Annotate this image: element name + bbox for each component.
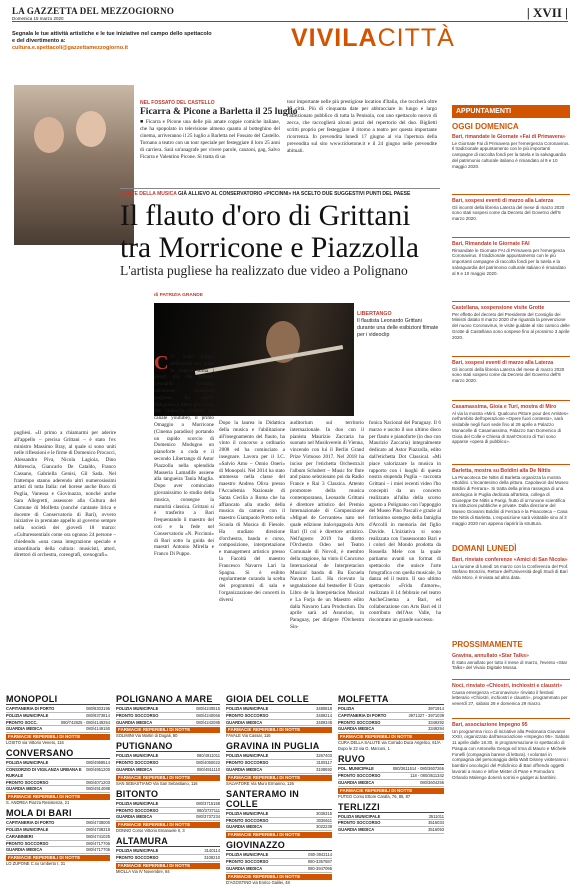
contact-name: POLIZIA MUNICIPALE <box>226 753 269 759</box>
contact-number: 080/4242085 <box>196 719 220 725</box>
contact-row <box>116 753 220 760</box>
event-body: Causa emergenza «Coronavirus» rinviato il festival letterario «Chiostri, inchiostri e claustri», programmato per venerdì 27, sabato 28 e domenica 29 marzo. <box>452 689 568 707</box>
contact-row <box>6 713 110 720</box>
contact-number: 3971327 - 3971039 <box>408 712 444 718</box>
contact-name: PRONTO SOCCORSO <box>6 779 49 785</box>
contact-row <box>226 859 332 866</box>
contact-row <box>116 855 220 862</box>
event-body: È stato annullato per tutto il mese di marzo, l'evento «Star Talks» del Vivaio Digitale Mossa. <box>452 659 568 671</box>
contact-row <box>226 713 332 720</box>
section-title-bold: VIVILA <box>291 24 378 52</box>
contact-name: GUARDIA MEDICA <box>226 719 263 725</box>
event-body: Le Giornate Fai di Primavera per l'emergenza Coronavirus. Il tradizionale appuntamento con le più importanti campagne di raccolta fondi per la tutela e la salvaguardia del patrimonio culturale italiano è rimandato al 9 e 10 maggio 2020. <box>452 140 570 169</box>
contact-number: 3108117 <box>316 760 332 766</box>
contact-name: CONSORZIO DI VIGILANZA URBANA E RURALE <box>6 766 82 778</box>
event-body: Gli incontri della libreria Laterza del mese di marzo 2020 sono stati sospesi come da Decreto del Governo dell'8 marzo 2020. <box>452 366 565 384</box>
night-pharmacy-header: FARMACIE REPERIBILI DI NOTTE <box>226 832 332 838</box>
pharmacy-town: MOLFETTA <box>338 694 444 705</box>
contact-row <box>6 834 110 841</box>
contact-number: 080/4717706 <box>86 840 110 846</box>
article-column-2: Dopo la laurea in Didattica della musica e l'abilitazione all'insegnamento del flauto, ha vinto il concorso a ordinario 2008 ed ha cominciato a insegnare. Lavora per il I.C. «Salvio Amo – Onnio Oneri» di Monopoli. Nel 2014 ha stato ammesso nella classe del maestro Andrea Oliva presso l'Accademia Nazionale di Santa Cecilia a Roma che ha affiancato alla studio della musica da camera con il maestro Giampaolo Pretto nella Scuola di Musica di Fiesole. Ha studiato direzione d'orchestra, banda e corso, composizione, interpretazione e management artistico presso la Facoltà del maestro Francesco Navarro Lari la Spagna. Si è esibito regolarmente curando la scelta dei programmi di sala e l'organizzazione dei concerti in diversi <box>219 420 285 603</box>
contact-name: GUARDIA MEDICA <box>116 814 153 820</box>
pharmacy-block <box>226 840 332 885</box>
contact-number: 080/4911110 <box>197 766 220 772</box>
night-pharmacy-address: SALVATORE Via Muro Ermanno, 126 <box>226 780 294 786</box>
night-pharmacy-header: FARMACIE REPERIBILI DI NOTTE <box>226 775 332 781</box>
contact-number: 3036611 <box>316 817 332 823</box>
contact-name: GUARDIA MEDICA <box>226 865 263 871</box>
pharmacy-block <box>6 748 110 806</box>
night-pharmacy-address: DONNO Corso Vittorio Emanuele II, 3 <box>116 828 185 834</box>
contact-row <box>6 706 110 713</box>
pharmacy-town: TERLIZZI <box>338 802 444 813</box>
night-pharmacy-address: LO ZUPONE C.so Umberto I, 31 <box>6 861 66 867</box>
contact-row <box>226 753 332 760</box>
night-pharmacy-header: FARMACIE REPERIBILI DI NOTTE <box>338 734 444 740</box>
today-heading: OGGI DOMENICA <box>452 122 519 131</box>
contact-row <box>226 706 332 713</box>
contact-name: POL. MUNICIPALE <box>338 766 374 772</box>
notice-text: Segnala le tue attività artistiche e le tue iniziative nel campo dello spettacolo e del divertimento a: <box>12 31 212 44</box>
event-body: La riunione di lunedì 16 marzo con la Conferenza del Prof. Stefano Bronzini, Rettore dell'Università degli Studi di Bari Aldo Moro, è rinviata ad altra data. <box>452 563 569 581</box>
event-title: Noci, rinviato «Chiostri, inchiostri e claustri» <box>452 683 563 689</box>
contact-number: 080/4741025 <box>86 833 110 839</box>
submission-notice <box>12 31 212 52</box>
event-item <box>452 241 570 276</box>
contact-number: 3022239 <box>316 824 332 830</box>
event-item <box>452 557 570 581</box>
divider <box>452 194 570 195</box>
article-column-3: auditorium sul territorio internazionale. In duo con il pianista Maurizio Zaccaria ha suonato nel Musikverein di Vienna, vincendo con lui il Berlin Grand Prize Virtuoso 2017. Nel 2018 ha inciso per l'etichetta Orchestra.it l'album Schubert – Music for flute and piano selezionato poi da Radio France e Rai 3 Classica. Attento promotore della musica contemporanea, Leonardo Grittani è direttore artistico del Premio Internazionale di Composizione «Miguel de Cervantes» nato nel quale edizione italo/spagnola Arts Bari (Il coi è direttore artistico. Nell'agosto 2019 ha diretto l'Orchestra Odeo nel Teatro Comunale di Novoli, è membro della stagione, ha vinto il Concurso Internacional de Interpretacion Musical banda di Ba Escuela Navarro Lari. Ha ricevuto la segnalazione dal bestseller Il Gran Libro de la Interpretacion Musical e La Forja de un Maestro edito dalla Navarro Lara Production. Da aprile sarà ad Asuncion, in Paraguay, per dirigere l'Orchestra Sin- <box>290 420 364 630</box>
monday-heading: DOMANI LUNEDÌ <box>452 544 517 553</box>
contact-name: POLIZIA MUNICIPALE <box>116 706 159 711</box>
pharmacy-town: MONOPOLI <box>6 694 110 705</box>
subheadline: L'artista pugliese ha realizzato due video a Polignano <box>120 263 408 278</box>
contact-number: 080/4738000 <box>86 820 110 826</box>
divider <box>452 301 570 302</box>
contact-name: PRONTO SOCCORSO <box>226 760 269 766</box>
contact-name: PRONTO SOCCORSO <box>116 760 159 766</box>
event-title: Bari, sospesi eventi di marzo alla Laterza <box>452 360 554 366</box>
pharmacy-block <box>116 836 220 875</box>
contact-row <box>338 726 444 733</box>
contact-row <box>116 767 220 774</box>
box-kicker: NEL FOSSATO DEL CASTELLO <box>140 100 215 106</box>
contact-number: 080/3737234 <box>196 814 220 820</box>
pharmacy-block <box>116 741 220 786</box>
contact-name: PRONTO SOCCORSO <box>226 712 269 718</box>
kicker-text: GIÀ ALLIEVO AL CONSERVATORIO «PICCINNI» HA SCELTO DUE SUGGESTIVI PUNTI DEL PAESE <box>178 191 411 197</box>
contact-name: GUARDIA MEDICA <box>116 766 153 772</box>
contact-name: POLIZIA MUNICIPALE <box>116 848 159 854</box>
newspaper-name: LA GAZZETTA DEL MEZZOGIORNO <box>12 6 175 16</box>
event-title: Casamassima, Gioia e Turi, mostra di Miro <box>452 404 557 410</box>
contact-name: PRONTO SOCCORSO <box>338 772 381 778</box>
pharmacy-block <box>338 754 444 799</box>
pharmacy-block <box>226 789 332 838</box>
pharmacy-block <box>116 694 220 739</box>
page-number: | XVII | <box>526 5 568 20</box>
contact-row <box>6 720 110 727</box>
contact-row <box>116 706 220 713</box>
contact-name: GUARDIA MEDICA <box>6 726 43 732</box>
contact-row <box>116 848 220 855</box>
article-column-1-text: Ci sono luoghi dell'anima nei quali la musica torna i propri più che altrove. Leonardo Grittani, talentuoso musicista pugliese, ha scelto Polignano a Mare per i suoi due videoclip (visibili sul canale youtube), il primo Omaggio a Morricone (Cinema paradiso) portando un rapido scorcio di Domenico Modugno un pianoforte a coda e il secondo Libertango di Astor Piazzolla nella splendida Masseria Lamadife assiene alla tangueira Tania Maglia. Dopo aver cominciato giovanissimo lo studio della musica, consegue la maturità classica. Grittani si è trasferito a Bari frequentando il maestro del coti e la fede nel Conservatorio «N. Piccinni» di Bari sotto la guida dei maestri Antonio Mirella e Franco Di Puppo. <box>154 354 214 558</box>
event-title: Bari, rinviate conferenze «Amici di San Nicola» <box>452 557 568 563</box>
event-item <box>452 134 570 169</box>
night-pharmacy-address: PUTEO Corso Ettore Carafa, 76, 85, 87 <box>338 793 411 799</box>
divider <box>452 718 570 719</box>
event-title: Gravina, annullato «Star Talks» <box>452 653 529 659</box>
contact-number: 080/4738318 <box>86 826 110 832</box>
event-title: Bari, Rimandate le Giornate FAI <box>452 241 530 247</box>
contact-name: POLIZIA MUNICIPALE <box>6 826 49 832</box>
contact-row <box>6 780 110 787</box>
pharmacy-column-4 <box>338 694 444 836</box>
contact-row <box>226 818 332 825</box>
contact-row <box>338 820 444 827</box>
section-title <box>291 24 455 53</box>
contact-name: POLIZIA MUNICIPALE <box>226 706 269 711</box>
contact-number: 3971914 <box>428 706 444 711</box>
contact-name: PRONTO SOCCORSO <box>116 807 159 813</box>
divider <box>452 237 570 238</box>
contact-number: 080/3737111 <box>196 807 220 813</box>
contact-row <box>338 766 444 773</box>
contact-name: PRONTO SOCCORSO <box>6 840 49 846</box>
pharmacy-column-1 <box>6 694 110 869</box>
event-title: Bari, sospesi eventi di marzo alla Laterza <box>452 198 554 204</box>
contact-row <box>226 720 332 727</box>
event-title: Castellana, sospensione visite Grotte <box>452 305 545 311</box>
contact-row <box>338 827 444 834</box>
contact-row <box>226 852 332 859</box>
pharmacy-block <box>338 694 444 752</box>
contact-row <box>338 713 444 720</box>
event-title: Barletta, mostra su Boldini alla De Nittis <box>452 468 551 474</box>
contact-number: 080/4050022 <box>196 760 220 766</box>
contact-name: GUARDIA MEDICA <box>226 766 263 772</box>
contact-number: 3140114 <box>204 848 220 854</box>
night-pharmacy-header: FARMACIE REPERIBILI DI NOTTE <box>338 788 444 794</box>
contact-number: 118 - 080/3611342 <box>410 772 444 778</box>
contact-number: 080/3604256 <box>420 779 444 785</box>
contact-row <box>338 706 444 713</box>
article-column-4: fonica Nacional del Paraguay. Il 6 marzo e uscito il suo ultimo disco per flauto e pianoforte (in duo con Maurizio Zaccaria) integralmente dedicato ad Astor Piazzolla, edito dall'etichetta Dot Classical. «Mi piace valorizzare la musica in rapporto con i luoghi di questa nostra stupenda Puglia – racconta Grittani – i miei recenti video l'ho concepiti da un concerto realizzato all'alba della scorso agosto a Polignano con l'appoggio del Museo Pino Pascali e grazie al fortissimo sostegno della famiglia d'Arcolli in memoria del figlio Davide. L'iniziativa si sono realizzata con l'assessorato Bari e i colori del Mondo prodotta da Rossella Mele con la quale partiamo avanti un format di spettacolo che unisce l'arte fotografica con quella musicale, la danza ed il teatro. Il suo ultimo spettacolo «Frida d'amore», realizzato il 14 febbraio nel teatro AncheCinema a Bari, ed collaborazione con Arts Bari ed il contributo dell'Ass Valle, ha riscontrato un grande successo. <box>369 420 441 624</box>
contact-name: GUARDIA MEDICA <box>338 726 375 732</box>
contact-number: 3516034 <box>428 820 444 826</box>
contact-row <box>338 814 444 821</box>
pharmacy-block <box>226 694 332 739</box>
pharmacy-town: GRAVINA IN PUGLIA <box>226 741 332 752</box>
pharmacy-town: PUTIGNANO <box>116 741 220 752</box>
pharmacy-block <box>338 802 444 834</box>
box-title: Ficarra & Picone a Barletta il 25 luglio <box>140 107 298 117</box>
article-kicker <box>120 191 410 197</box>
event-item <box>452 404 570 445</box>
event-item <box>452 468 570 527</box>
contact-row <box>116 713 220 720</box>
contact-row <box>6 767 110 780</box>
upcoming-heading: PROSSIMAMENTE <box>452 640 523 649</box>
headline <box>120 200 440 264</box>
pharmacy-town: GIOVINAZZO <box>226 840 332 851</box>
contact-row <box>226 811 332 818</box>
contact-row <box>226 760 332 767</box>
pharmacy-town: SANTERAMO IN COLLE <box>226 789 332 810</box>
contact-row <box>6 786 110 793</box>
night-pharmacy-address: SAN SEBASTIANO Via San Sebastiano, 116 <box>116 780 198 786</box>
drop-cap: C <box>154 352 169 374</box>
contact-number: 3511011 <box>428 813 444 819</box>
night-pharmacy-address: MIOLLA Via IV Novembre, 84 <box>116 868 170 874</box>
contact-row <box>116 814 220 821</box>
contact-name: POLIZIA MUNICIPALE <box>6 760 49 766</box>
contact-number: 3036315 <box>316 810 332 816</box>
event-body: La Pinacoteca De Nittis di Barletta organizza la mostra «Boldini. L'incantesimo della pittura. Capolavori dal Museo Boldini di Ferrara». Si tratta della prima rassegna di una antologica in Puglia dedicata all'artista, collega di Giuseppe De Nittis a Parigi, frutto di un'unione scientifica tra istituzioni pubbliche e private. Dalla direzione del Museo Giovanni Boldini di Ferrara e la Pinacoteca – Casa De Nittis di Barletta. L'esposizione sarà visitabile sino al 3 maggio 2020 non appena riaprirà la struttura. <box>452 474 569 526</box>
night-pharmacy-header: FARMACIE REPERIBILI DI NOTTE <box>226 874 332 880</box>
night-pharmacy-address: D'AGOSTINO via Enrico Galilei, 48 <box>226 879 290 885</box>
contact-number: 080/4240515 <box>196 706 220 711</box>
contact-number: 3108592 <box>316 766 332 772</box>
event-body: Al via la mostra «Miró. Qualcuno Pittore pour des Artistes» nell'ambito dell'operazione «Opere fuori contesto», sarà visitabile negli fuori sede fino al 29 aprile a Palazzo Monacelle di Casamassima, Palazzo San Domenico di Gioia del Colle e Chiesa di Sant'Oronzo di Turi sono apparse «opera di pubblico». <box>452 410 569 445</box>
night-pharmacy-header: FARMACIE REPERIBILI DI NOTTE <box>6 855 110 861</box>
event-item <box>452 360 570 384</box>
contact-row <box>6 760 110 767</box>
pharmacy-town: POLIGNANO A MARE <box>116 694 220 705</box>
event-body: Un programma ricco di iniziative alla Pedonaria Giovanni XXIII, organizzato dall'associazione «Impegno 95». Sabato 11 aprile dalle 18.30, in programmazione lo spettacolo di Pasqua con Antonella Genga ed Irma di Mauro e Michele Fonelli (compagnia barese di lettura). I volontari in compagnia del personaggio della Walt Disney visiteranno i bambini oncologici del Policlinico di Bari offrendo oggetti lavorati a mano e infine Mister di Pane e Pomodoro Orlando Malengo donerà sorrisi e gadget ai bambini. <box>452 728 570 780</box>
contact-row <box>226 767 332 774</box>
contact-number: 080/4914088 <box>86 786 110 792</box>
masthead <box>12 6 568 22</box>
contact-name: GUARDIA MEDICA <box>116 719 153 725</box>
night-pharmacy-header: FARMACIE REPERIBILI DI NOTTE <box>116 727 220 733</box>
article-column-left: pugliesi. «Il primo a chiamarmi per aderire all'appello – precisa Grittani – è stato l'ex ministro Massimo Bray, al quale si sono uniti nelle riflessioni e le firme di Domenico Procacci, Alessandro Piva, Nicola Lagioia, Dino Abbrescia, Giancarlo De Cataldo, Franco Cassano, Gabriella Genisi, Gil Sada. Nel frattempo stanno aderendo altri numerosissimi artisti di tutta Italia: nel borese anche Buco di Puglia, Vanessa e Giovinazzo, nonché anche Sara Allegretti, assessore alla Cultura del Comune di Molfetta (nonché cantante lirica e docente di Conservatorio di Bari), ovvero iniziative in premiate appello al governo sempre nella società dei giovedì 18 marzo: «Culturessentials come ora ognuno 24 persone – chiedendo «una cassa integrazione speciale e straordinaria della cultura: musicisti, attori, direttori di orchestra, coreografi, scenografi». <box>14 430 116 559</box>
contact-row <box>116 808 220 815</box>
contact-row <box>338 773 444 780</box>
contact-number: 080-3942114 <box>308 852 332 858</box>
pharmacy-town: BITONTO <box>116 789 220 800</box>
article-column-1 <box>154 354 214 678</box>
night-pharmacy-address: CURA DELLA SALUTE via Corrado Duca Angelico, 61/A · Dopo le 22 via G. Marconi, 1 <box>338 740 443 752</box>
appointments-header: APPUNTAMENTI <box>452 105 570 118</box>
article-rule <box>120 188 440 189</box>
event-item <box>452 305 570 340</box>
contact-name: GUARDIA MEDICA <box>338 779 375 785</box>
box-column-2: tour importante nelle più prestigiose location d'Italia, che toccherà oltre 25 città. Più di cinquanta date per abbracciare in lungo e largo l'affezionato pubblico di tutta la Penisola, con uno spettacolo nuovo di zecca, che raccoglierà alcuni pezzi del repertorio del duo. Biglietti scritti proprio per festeggiare il ritorno a teatro per questa importante ricorrenza. In prevendita lunedì 17 giugno al via l'apertura della prevendita sul sito www.ticketone.it e il 24 giugno nelle prevendite abituali. <box>287 99 437 154</box>
contact-number: 080/3715158 <box>196 800 220 806</box>
headline-line-2: tra Morricone e Piazzolla <box>120 232 419 264</box>
contact-number: 080/4911011 <box>196 753 220 759</box>
contact-number: 3349294 <box>428 726 444 732</box>
night-pharmacy-address: SOLIMINI Via Martiri di Dogali, 80 <box>116 733 178 739</box>
contact-number: 080/4959514 <box>86 760 110 766</box>
headline-line-1: Il flauto d'oro di Grittani <box>120 200 411 232</box>
contact-row <box>226 824 332 831</box>
contact-number: 080-3947095 <box>307 865 332 871</box>
night-pharmacy-header: FARMACIE REPERIBILI DI NOTTE <box>6 794 110 800</box>
night-pharmacy-address: S. ANDREA Piazza Resistenza, 21 <box>6 800 70 806</box>
contact-name: PRONTO SOCCORSO <box>226 817 269 823</box>
contact-name: POLIZIA MUNICIPALE <box>116 753 159 759</box>
event-item <box>452 683 570 707</box>
contact-number: 080/742825 - 080/4149254 <box>60 719 110 725</box>
comedians-photo <box>14 85 134 245</box>
contact-row <box>6 827 110 834</box>
contact-row <box>116 801 220 808</box>
contact-row <box>116 760 220 767</box>
section-title-thin: CITTÀ <box>377 24 455 52</box>
contact-name: POLIZIA MUNICIPALE <box>226 810 269 816</box>
pharmacy-town: GIOIA DEL COLLE <box>226 694 332 705</box>
contact-name: PRONTO SOCC. <box>6 719 38 725</box>
photo-figure <box>76 111 106 147</box>
contact-name: GUARDIA MEDICA <box>6 786 43 792</box>
issue-date: Domenica 15 marzo 2020 <box>12 16 64 21</box>
contact-number: 080/3611514 - 080/3607266 <box>392 766 444 772</box>
contact-name: POLIZIA MUNICIPALE <box>6 712 49 718</box>
divider <box>452 679 570 680</box>
divider <box>452 400 570 401</box>
night-pharmacy-header: FARMACIE REPERIBILI DI NOTTE <box>116 775 220 781</box>
caption-text: Il flautista Leonardo Grittani durante una delle esibizioni filmate per i videoclip <box>357 318 439 338</box>
pharmacy-town: MOLA DI BARI <box>6 808 110 819</box>
contact-name: POLIZIA MUNICIPALE <box>116 800 159 806</box>
contact-number: 3267403 <box>316 753 332 759</box>
night-pharmacy-header: FARMACIE REPERIBILI DI NOTTE <box>116 863 220 869</box>
contact-number: 080/9373814 <box>86 712 110 718</box>
contact-name: PRONTO SOCCORSO <box>116 712 159 718</box>
contact-number: 080/4149150 <box>86 726 110 732</box>
caption-title: LIBERTANGO <box>357 311 392 317</box>
divider <box>452 356 570 357</box>
night-pharmacy-address: LOSITO via Vittorio Veneto, 116 <box>6 740 64 746</box>
contact-name: PRONTO SOCCORSO <box>116 854 159 860</box>
event-item <box>452 722 570 836</box>
contact-row <box>6 820 110 827</box>
contact-row <box>6 726 110 733</box>
pharmacy-town: CONVERSANO <box>6 748 110 759</box>
contact-row <box>116 720 220 727</box>
contact-row <box>6 847 110 854</box>
event-title: Bari, associazione Impegno 95 <box>452 722 528 728</box>
contact-name: CAPITANERIA DI PORTO <box>6 820 55 826</box>
kicker-category: L'ARTE DELLA MUSICA <box>120 191 177 197</box>
pharmacy-block <box>116 789 220 834</box>
photo-figure <box>34 117 64 153</box>
contact-row <box>338 780 444 787</box>
divider <box>452 464 570 465</box>
contact-name: GUARDIA MEDICA <box>226 824 263 830</box>
contact-number: 080-3357687 <box>307 858 332 864</box>
contact-name: CARABINIERI <box>6 833 33 839</box>
contact-number: 3516093 <box>428 827 444 833</box>
pharmacy-column-3 <box>226 694 332 888</box>
contact-row <box>338 720 444 727</box>
contact-number: 3489214 <box>316 712 332 718</box>
contact-name: POLIZIA <box>338 706 355 711</box>
contact-name: POLIZIA MUNICIPALE <box>338 813 381 819</box>
event-body: Rimandate le Giornate FAI di Primavera per l'emergenza Coronavirus. Il tradizionale appuntamento con le più importanti campagne di raccolta fondi per la tutela e la salvaguardia del patrimonio culturale italiano è rimandato al 9 e 10 maggio 2020. <box>452 247 566 276</box>
contact-name: PRONTO SOCCORSO <box>226 858 269 864</box>
byline: di PATRIZIA GRANDE <box>154 293 203 298</box>
event-body: Per effetto del decreto del Presidente del Consiglio dei Ministri datato 8 marzo 2020 che riguarda la prevenzione del nuovo Coronavirus, le visite guidate al sito carsico delle Grotte di Castellana sono sospese fino al prossimo 3 aprile 2020. <box>452 311 570 340</box>
contact-name: GUARDIA MEDICA <box>6 847 43 853</box>
contact-number: 080/4240066 <box>196 712 220 718</box>
event-item <box>452 198 570 222</box>
pharmacy-block <box>6 808 110 867</box>
contact-number: 080/9303195 <box>86 706 110 711</box>
pharmacy-town: ALTAMURA <box>116 836 220 847</box>
contact-name: GUARDIA MEDICA <box>338 827 375 833</box>
pharmacy-town: RUVO <box>338 754 444 765</box>
photo-caption <box>357 311 439 339</box>
night-pharmacy-header: FARMACIE REPERIBILI DI NOTTE <box>116 822 220 828</box>
night-pharmacy-header: FARMACIE REPERIBILI DI NOTTE <box>6 734 110 740</box>
contact-name: POLIZIA MUNICIPALE <box>226 852 269 858</box>
contact-name: PRONTO SOCCORSO <box>338 719 381 725</box>
event-item <box>452 653 570 671</box>
pharmacy-block <box>6 694 110 746</box>
contact-row <box>6 841 110 848</box>
contact-number: 080/4071203 <box>86 779 110 785</box>
contact-number: 3349292 <box>428 719 444 725</box>
pharmacy-block <box>226 741 332 786</box>
night-pharmacy-address: FAVALE Via Cassar, 116 <box>226 733 271 739</box>
contact-number: 3489348 <box>316 719 332 725</box>
notice-email[interactable]: cultura.e.spettacoli@gazzettamezzogiorno.it <box>12 45 128 51</box>
night-pharmacy-header: FARMACIE REPERIBILI DI NOTTE <box>226 727 332 733</box>
contact-name: PRONTO SOCCORSO <box>338 820 381 826</box>
contact-name: CAPITANERIA DI PORTO <box>6 706 55 711</box>
contact-number: 080/4717706 <box>86 847 110 853</box>
contact-number: 080/4951200 <box>86 766 110 772</box>
contact-name: CAPITANERIA DI PORTO <box>338 712 387 718</box>
event-title: Bari, rimandate le Giornate «Fai di Primavera» <box>452 134 566 140</box>
box-column-1: ■ Ficarra e Picone una delle più amate coppie comiche italiane, che ha spopolato in televisione almeno quanto al botteghino del cinema, arriveranno il 25 luglio a Barletta nel Fossato del Castello. Tornano a teatro con un tour speciale per festeggiare il loro 25 anni di carriera. Sarà un'anagrafe per vivere parole, canzoni, gag, Salvo Ficarra e Valentino Picone. Si tratta di un <box>140 119 280 160</box>
pharmacy-column-2 <box>116 694 220 877</box>
event-body: Gli incontri della libreria Laterza del mese di marzo 2020 sono stati sospesi come da Decreto del Governo dell'8 marzo 2020. <box>452 204 565 222</box>
contact-number: 3480818 <box>316 706 332 711</box>
contact-number: 3108210 <box>204 854 220 860</box>
contact-row <box>226 866 332 873</box>
